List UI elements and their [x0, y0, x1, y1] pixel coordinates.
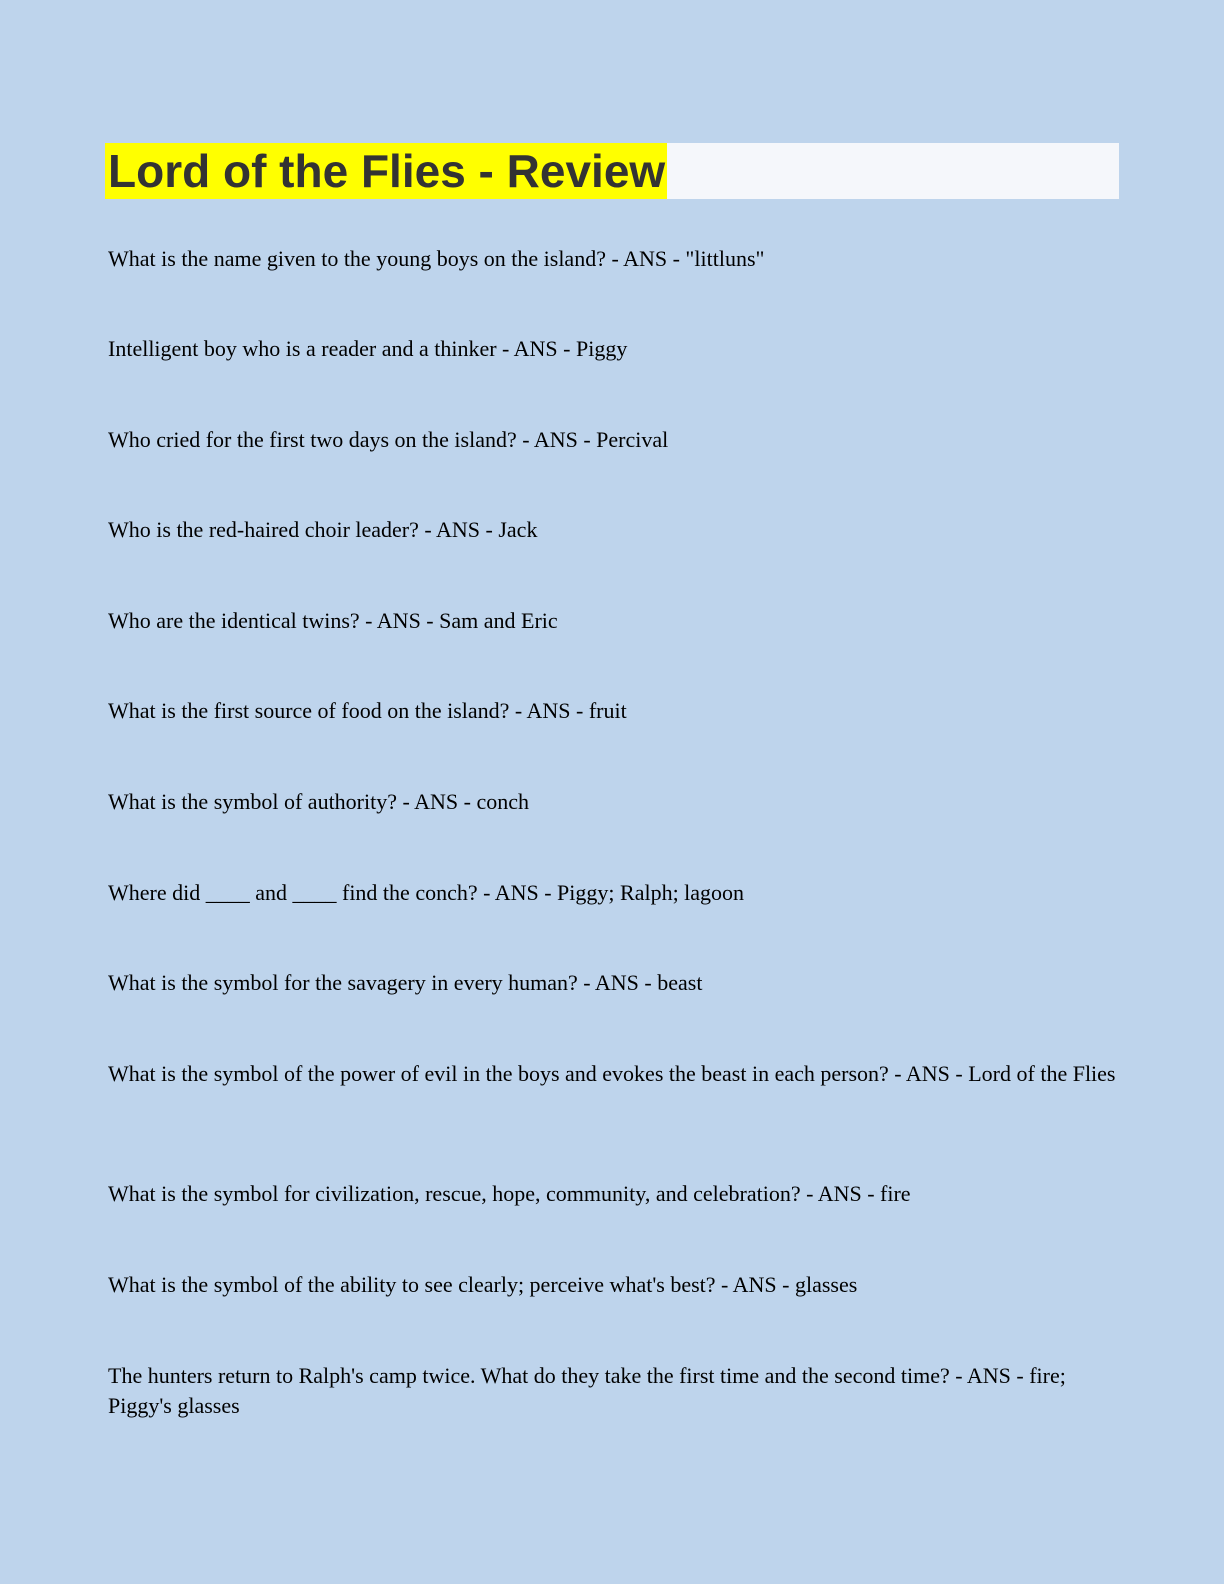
qa-item: The hunters return to Ralph's camp twice. What do they take the first time and the second time? - ANS - fire; Piggy's glasses — [108, 1363, 1066, 1418]
qa-item: Intelligent boy who is a reader and a thinker - ANS - Piggy — [108, 336, 628, 361]
qa-item: What is the symbol of authority? - ANS - conch — [108, 789, 529, 814]
title-bar — [105, 143, 1119, 199]
qa-item: What is the symbol of the ability to see clearly; perceive what's best? - ANS - glasses — [108, 1272, 858, 1297]
qa-item: What is the name given to the young boys on the island? - ANS - "littluns" — [108, 246, 765, 271]
qa-item: What is the first source of food on the island? - ANS - fruit — [108, 698, 627, 723]
qa-item: Who is the red-haired choir leader? - ANS - Jack — [108, 517, 538, 542]
document-title: Lord of the Flies - Review — [105, 143, 667, 199]
qa-item: Where did ____ and ____ find the conch? - ANS - Piggy; Ralph; lagoon — [108, 880, 745, 905]
qa-item: Who cried for the first two days on the island? - ANS - Percival — [108, 427, 669, 452]
qa-item: What is the symbol for the savagery in every human? - ANS - beast — [108, 970, 703, 995]
qa-item: Who are the identical twins? - ANS - Sam and Eric — [108, 608, 558, 633]
qa-item: What is the symbol of the power of evil in the boys and evokes the beast in each person? - ANS - Lord of the Flies — [108, 1061, 1116, 1086]
qa-item: What is the symbol for civilization, rescue, hope, community, and celebration? - ANS - fire — [108, 1181, 911, 1206]
